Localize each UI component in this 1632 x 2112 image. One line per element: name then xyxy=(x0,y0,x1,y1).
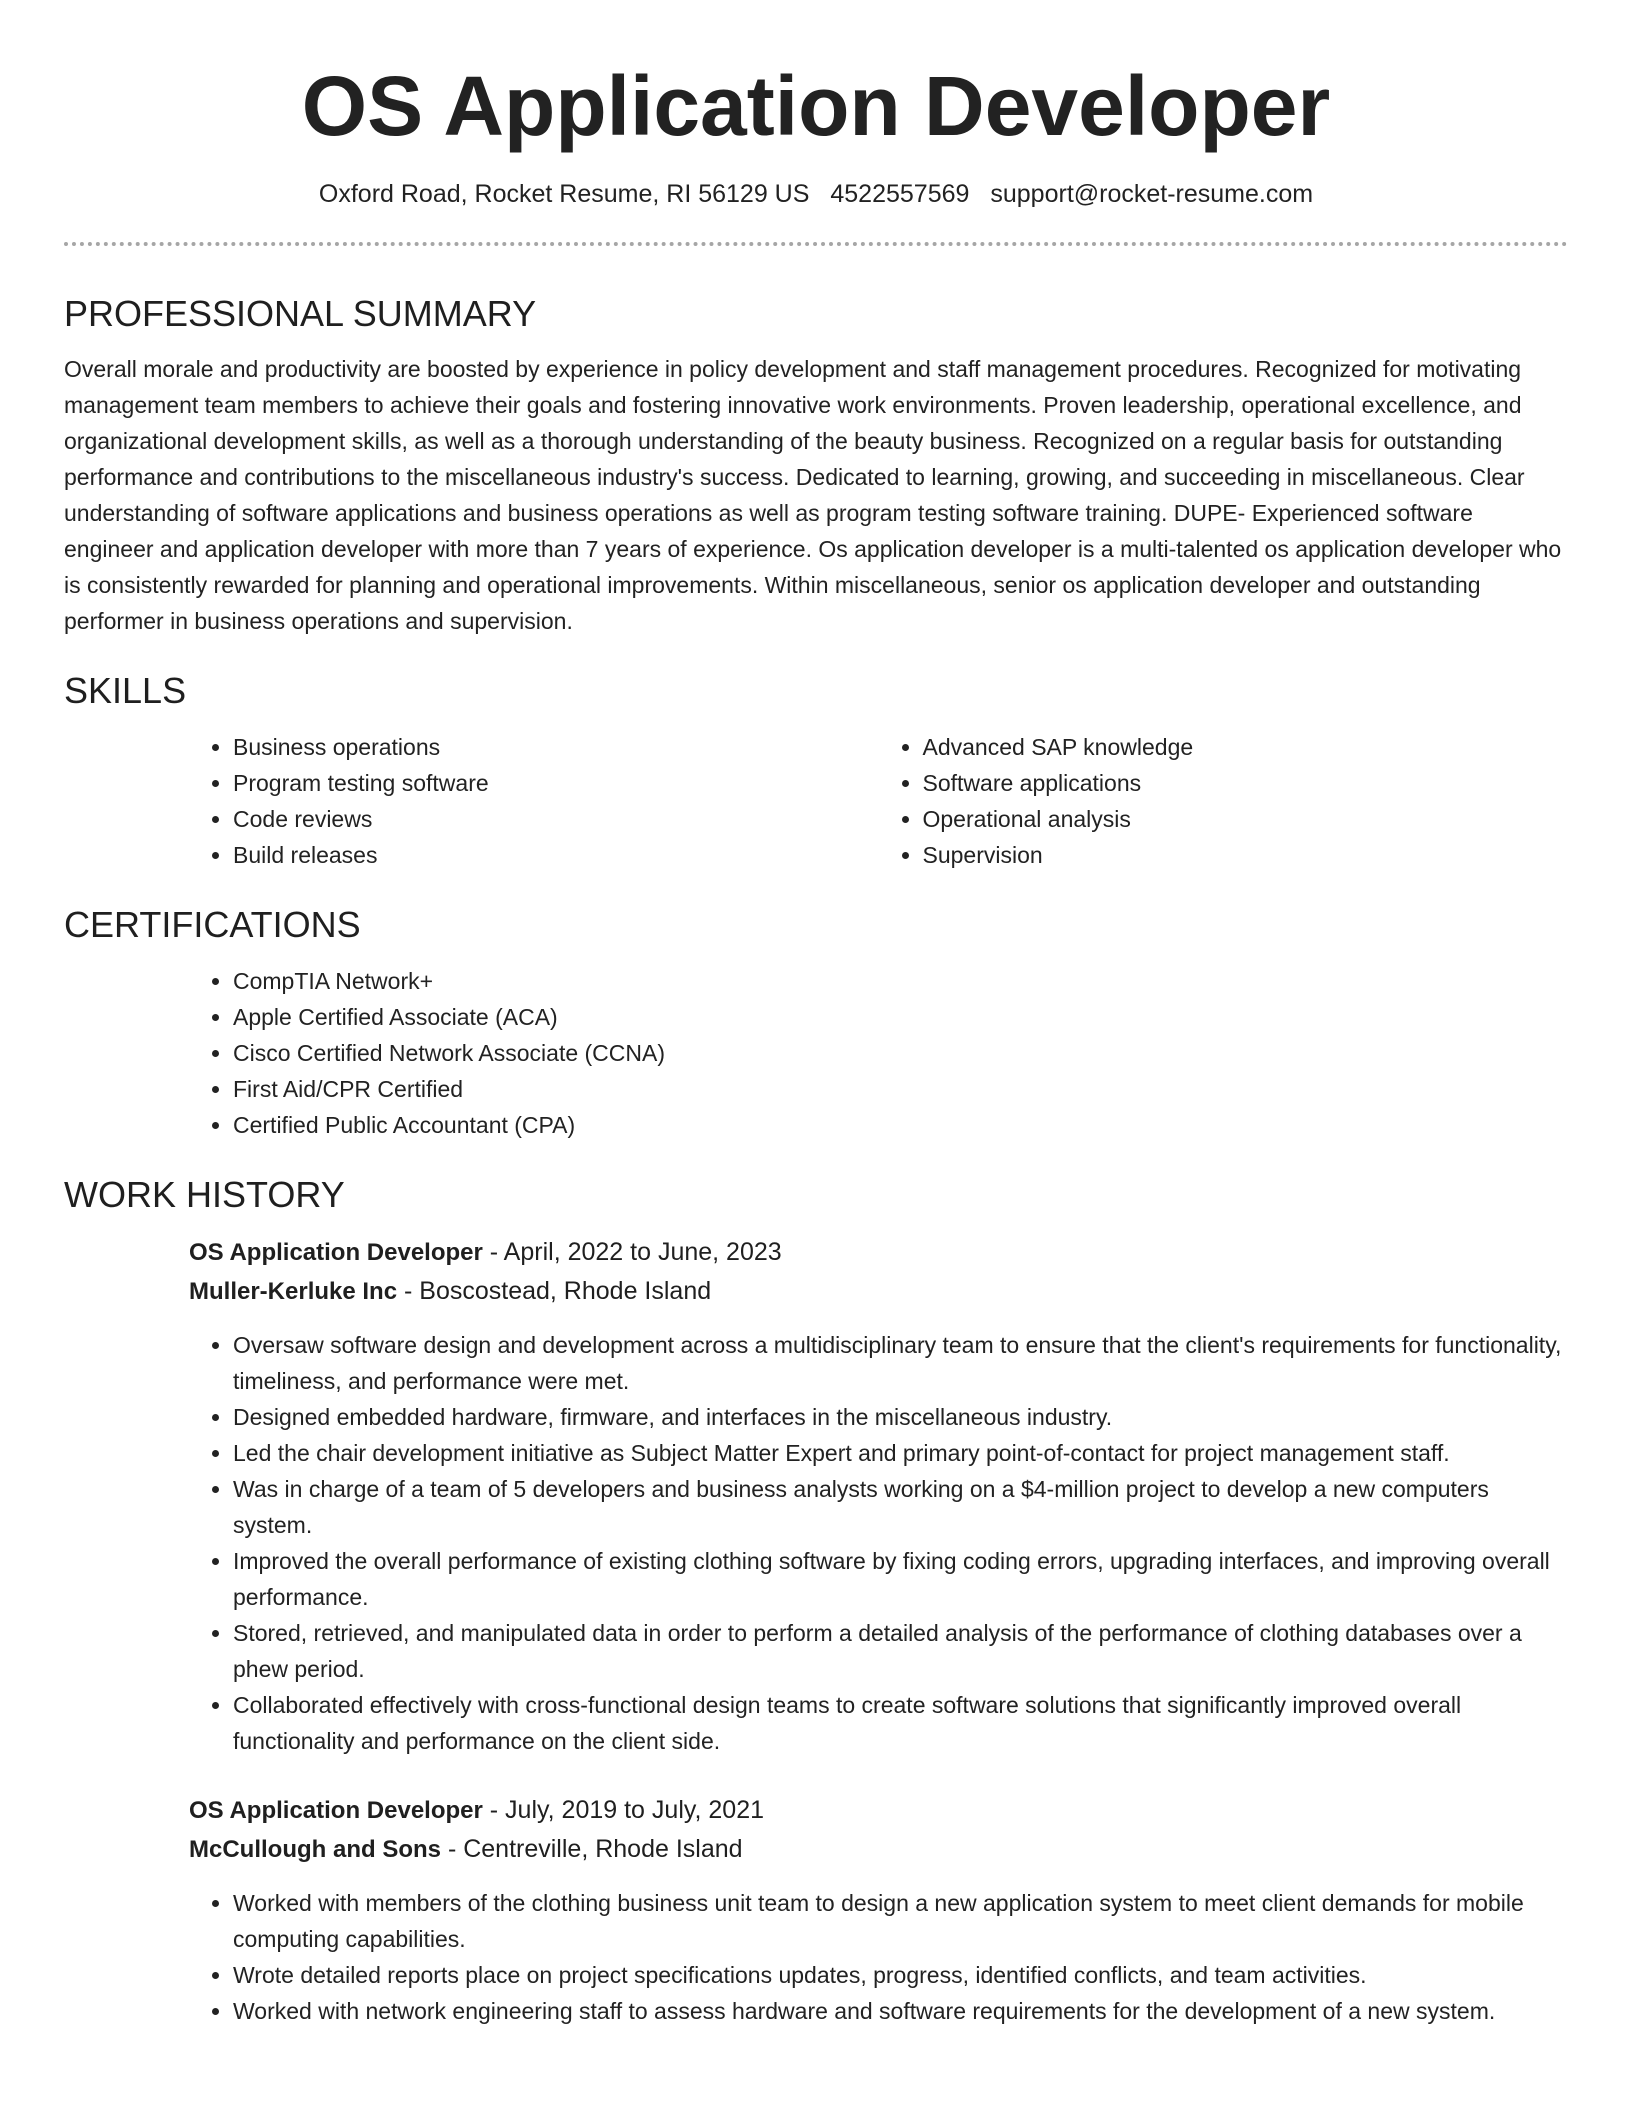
job-company-line xyxy=(189,1272,1568,1311)
certification-item: • First Aid/CPR Certified xyxy=(233,1071,1568,1107)
skill-item: • Program testing software xyxy=(233,765,879,801)
certifications-heading: CERTIFICATIONS xyxy=(64,904,361,945)
skill-item: • Code reviews xyxy=(233,801,879,837)
job-role-line xyxy=(189,1791,1568,1830)
certifications-list xyxy=(189,963,1568,1143)
job-company: McCullough and Sons xyxy=(189,1836,441,1863)
skill-item: • Operational analysis xyxy=(923,801,1569,837)
skills-list xyxy=(189,729,1568,873)
job-dates: - April, 2022 to June, 2023 xyxy=(482,1238,782,1266)
job-bullet: • Improved the overall performance of existing clothing software by fixing coding errors, upgrading interfaces, and improving overall performance. xyxy=(233,1543,1568,1615)
job-role: OS Application Developer xyxy=(189,1239,483,1266)
skill-item: • Build releases xyxy=(233,837,879,873)
job-bullets xyxy=(189,1327,1568,1759)
job-bullets xyxy=(189,1885,1568,2029)
job-bullet: • Collaborated effectively with cross-functional design teams to create software solutions that significantly improved overall functionality and performance on the client side. xyxy=(233,1687,1568,1759)
certification-item: • Apple Certified Associate (ACA) xyxy=(233,999,1568,1035)
job-role: OS Application Developer xyxy=(189,1797,483,1824)
job-bullet: • Worked with network engineering staff to assess hardware and software requirements for the development of a new system. xyxy=(233,1993,1568,2029)
skill-item: • Business operations xyxy=(233,729,879,765)
summary-heading: PROFESSIONAL SUMMARY xyxy=(64,293,537,334)
skills-heading: SKILLS xyxy=(64,670,187,711)
work-history-heading: WORK HISTORY xyxy=(64,1174,345,1215)
job-location: - Boscostead, Rhode Island xyxy=(397,1277,712,1305)
skills-column-left xyxy=(189,729,879,873)
job-entry xyxy=(189,1791,1568,2029)
skills-column-right xyxy=(879,729,1569,873)
job-bullet: • Led the chair development initiative as Subject Matter Expert and primary point-of-contact for project management staff. xyxy=(233,1435,1568,1471)
summary-text: Overall morale and productivity are boosted by experience in policy development and staff management procedures. Recognized for motivating management team members to achieve their goals and fostering innovative work environments. Proven leadership, operational excellence, and organizational development skills, as well as a thorough understanding of the beauty business. Recognized on a regular basis for outstanding performance and contributions to the miscellaneous industry's success. Dedicated to learning, growing, and succeeding in miscellaneous. Clear understanding of software applications and business operations as well as program testing software training. DUPE- Experienced software engineer and application developer with more than 7 years of experience. Os application developer is a multi-talented os application developer who is consistently rewarded for planning and operational improvements. Within miscellaneous, senior os application developer and outstanding performer in business operations and supervision. xyxy=(64,356,1562,634)
job-bullet: • Designed embedded hardware, firmware, and interfaces in the miscellaneous industry. xyxy=(233,1399,1568,1435)
job-company: Muller-Kerluke Inc xyxy=(189,1278,398,1305)
certification-item: • CompTIA Network+ xyxy=(233,963,1568,999)
job-role-line xyxy=(189,1233,1568,1272)
contact-email: support@rocket-resume.com xyxy=(990,180,1314,208)
certification-item: • Certified Public Accountant (CPA) xyxy=(233,1107,1568,1143)
contact-phone: 4522557569 xyxy=(830,180,970,208)
contact-line xyxy=(64,178,1568,210)
resume-name: OS Application Developer xyxy=(301,59,1331,153)
job-location: - Centreville, Rhode Island xyxy=(441,1835,743,1863)
contact-address: Oxford Road, Rocket Resume, RI 56129 US xyxy=(318,180,810,208)
job-bullet: • Stored, retrieved, and manipulated data in order to perform a detailed analysis of the performance of clothing databases over a phew period. xyxy=(233,1615,1568,1687)
job-bullet: • Worked with members of the clothing business unit team to design a new application system to meet client demands for mobile computing capabilities. xyxy=(233,1885,1568,1957)
skill-item: • Advanced SAP knowledge xyxy=(923,729,1569,765)
certification-item: • Cisco Certified Network Associate (CCNA) xyxy=(233,1035,1568,1071)
job-bullet: • Oversaw software design and development across a multidisciplinary team to ensure that the client's requirements for functionality, timeliness, and performance were met. xyxy=(233,1327,1568,1399)
skill-item: • Software applications xyxy=(923,765,1569,801)
job-dates: - July, 2019 to July, 2021 xyxy=(482,1796,765,1824)
skill-item: • Supervision xyxy=(923,837,1569,873)
header-divider xyxy=(64,242,1568,246)
job-bullet: • Wrote detailed reports place on project specifications updates, progress, identified conflicts, and team activities. xyxy=(233,1957,1568,1993)
job-bullet: • Was in charge of a team of 5 developers and business analysts working on a $4-million project to develop a new computers system. xyxy=(233,1471,1568,1543)
job-entry xyxy=(189,1233,1568,1759)
job-company-line xyxy=(189,1830,1568,1869)
